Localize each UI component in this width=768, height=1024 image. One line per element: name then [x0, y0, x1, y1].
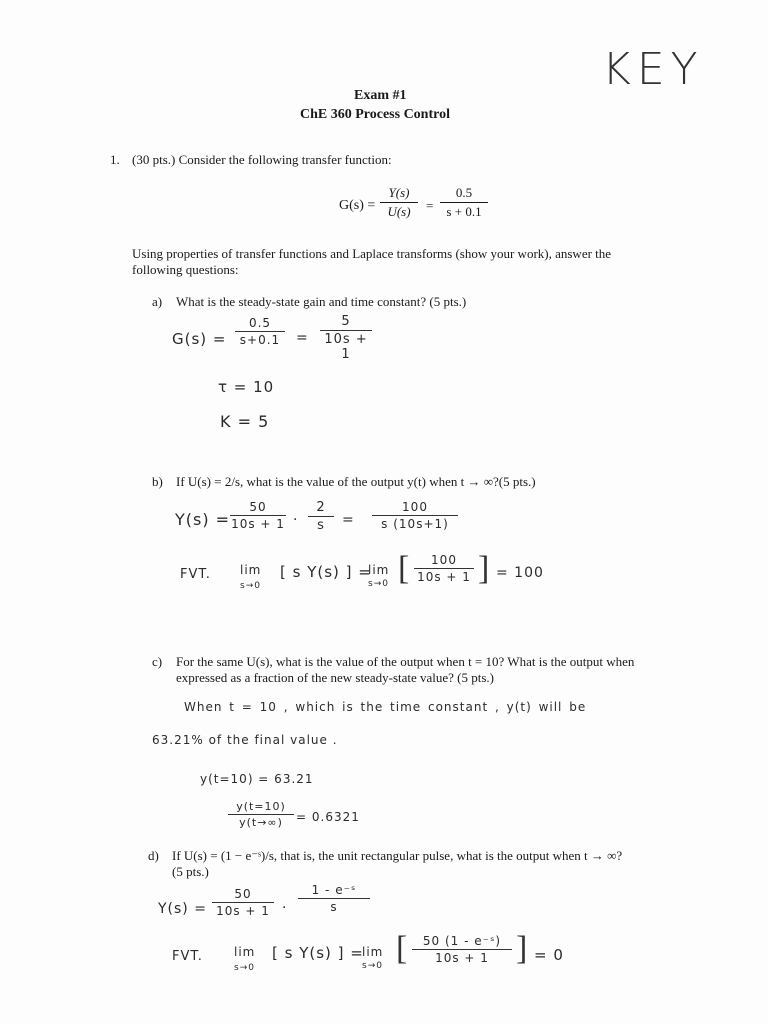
part-d-den-3: 10s + 1	[435, 951, 489, 965]
part-b-lim-1-sub: s→0	[240, 581, 261, 591]
part-c-text-1: For the same U(s), what is the value of the output when t = 10? What is the output when	[176, 654, 635, 669]
tf-fraction-2	[440, 185, 488, 220]
part-b-num-3: 100	[402, 500, 428, 514]
part-b-dot: ·	[293, 512, 299, 528]
part-b-num-4: 100	[431, 553, 457, 567]
part-b-num-2: 2	[316, 500, 326, 515]
part-a-equals: =	[296, 330, 309, 346]
part-c-line-1: When t = 10 , which is the time constant , y(t) will be	[184, 700, 587, 714]
part-d-fraction-3	[412, 934, 512, 965]
part-d-num-1: 50	[234, 887, 252, 901]
part-d-text-1: If U(s) = (1 − e⁻ˢ)/s, that is, the unit rectangular pulse, what is the output when t → ∞?	[172, 848, 623, 863]
tf-num-1: Y(s)	[388, 185, 410, 200]
part-d-num-2: 1 - e⁻ˢ	[311, 883, 357, 897]
tf-fraction-1	[380, 185, 418, 220]
answer-key-mark: KEY	[602, 44, 704, 95]
tf-equals: =	[426, 198, 434, 213]
part-b-lim-1: lim	[240, 563, 262, 577]
tf-lhs: G(s) =	[339, 198, 376, 213]
intro-line-2: following questions:	[132, 262, 239, 277]
part-b-den-2: s	[317, 518, 325, 533]
part-a-den-2: 10s + 1	[324, 332, 368, 362]
part-b-den-3: s (10s+1)	[381, 517, 449, 531]
part-c-num: y(t=10)	[236, 800, 286, 813]
part-a-text: What is the steady-state gain and time constant? (5 pts.)	[176, 294, 467, 309]
part-b-fraction-1	[230, 500, 286, 531]
part-a-num-2: 5	[341, 314, 351, 329]
part-b-fraction-3	[372, 500, 458, 531]
part-a-fraction-1	[235, 316, 285, 347]
part-a-tau: τ = 10	[218, 378, 275, 396]
part-d-fvt: FVT.	[172, 949, 203, 964]
part-d-label: d)	[148, 848, 159, 863]
part-b-lim-1-body: [ s Y(s) ] =	[280, 563, 372, 581]
part-d-bracket-open: [	[396, 930, 408, 967]
part-a-lhs: G(s) =	[172, 330, 227, 348]
part-b-den-1: 10s + 1	[231, 517, 285, 531]
part-c-label: c)	[152, 654, 163, 669]
part-c-line-3: y(t=10) = 63.21	[200, 772, 314, 786]
part-d-lim-2-sub: s→0	[362, 961, 383, 971]
part-d-den-2: s	[330, 900, 338, 914]
question-number: 1.	[110, 152, 120, 167]
part-a-label: a)	[152, 294, 163, 309]
part-b-den-4: 10s + 1	[417, 570, 471, 584]
part-d-lhs: Y(s) =	[158, 901, 207, 917]
part-a-gain: K = 5	[220, 412, 270, 431]
part-b-lhs: Y(s) =	[175, 510, 231, 529]
part-b-fraction-4	[414, 553, 474, 584]
part-d-bracket-close: ]	[516, 930, 528, 967]
exam-title: Exam #1	[354, 88, 407, 103]
tf-den-1: U(s)	[387, 204, 411, 219]
part-b-bracket-open: [	[398, 550, 410, 587]
part-b-result: = 100	[496, 565, 544, 581]
part-c-den: y(t→∞)	[239, 816, 283, 829]
part-a-fraction-2	[320, 314, 372, 362]
part-d-fraction-1	[212, 887, 274, 918]
part-b-fraction-2	[308, 500, 334, 533]
part-d-dot: ·	[282, 900, 288, 916]
tf-den-2: s + 0.1	[446, 204, 482, 219]
part-c-text-2: expressed as a fraction of the new steady-state value? (5 pts.)	[176, 670, 495, 685]
part-d-lim-2: lim	[362, 945, 384, 959]
part-d-text-2: (5 pts.)	[172, 864, 209, 879]
part-d-lim-1: lim	[234, 945, 256, 959]
part-a-den-1: s+0.1	[239, 333, 281, 347]
part-d-num-3: 50 (1 - e⁻ˢ)	[422, 934, 502, 948]
part-b-fvt: FVT.	[180, 567, 211, 582]
part-d-den-1: 10s + 1	[216, 904, 270, 918]
question-prompt: (30 pts.) Consider the following transfer function:	[132, 152, 392, 167]
part-b-num-1: 50	[249, 500, 267, 514]
part-a-num-1: 0.5	[248, 316, 272, 330]
part-c-result: = 0.6321	[296, 810, 360, 824]
part-b-lim-2: lim	[368, 563, 390, 577]
part-b-label: b)	[152, 474, 163, 489]
tf-num-2: 0.5	[455, 185, 473, 200]
part-c-fraction	[228, 800, 294, 829]
course-title: ChE 360 Process Control	[300, 107, 450, 122]
part-b-equals: =	[342, 512, 355, 528]
part-c-line-2: 63.21% of the final value .	[152, 733, 338, 747]
part-d-result: = 0	[534, 946, 564, 964]
part-b-bracket-close: ]	[478, 550, 490, 587]
part-d-lim-1-body: [ s Y(s) ] =	[272, 944, 364, 962]
part-d-lim-1-sub: s→0	[234, 963, 255, 973]
part-b-lim-2-sub: s→0	[368, 579, 389, 589]
part-d-fraction-2	[298, 883, 370, 914]
part-b-text: If U(s) = 2/s, what is the value of the output y(t) when t → ∞?(5 pts.)	[176, 474, 536, 489]
intro-line-1: Using properties of transfer functions and Laplace transforms (show your work), answer the	[132, 246, 612, 261]
